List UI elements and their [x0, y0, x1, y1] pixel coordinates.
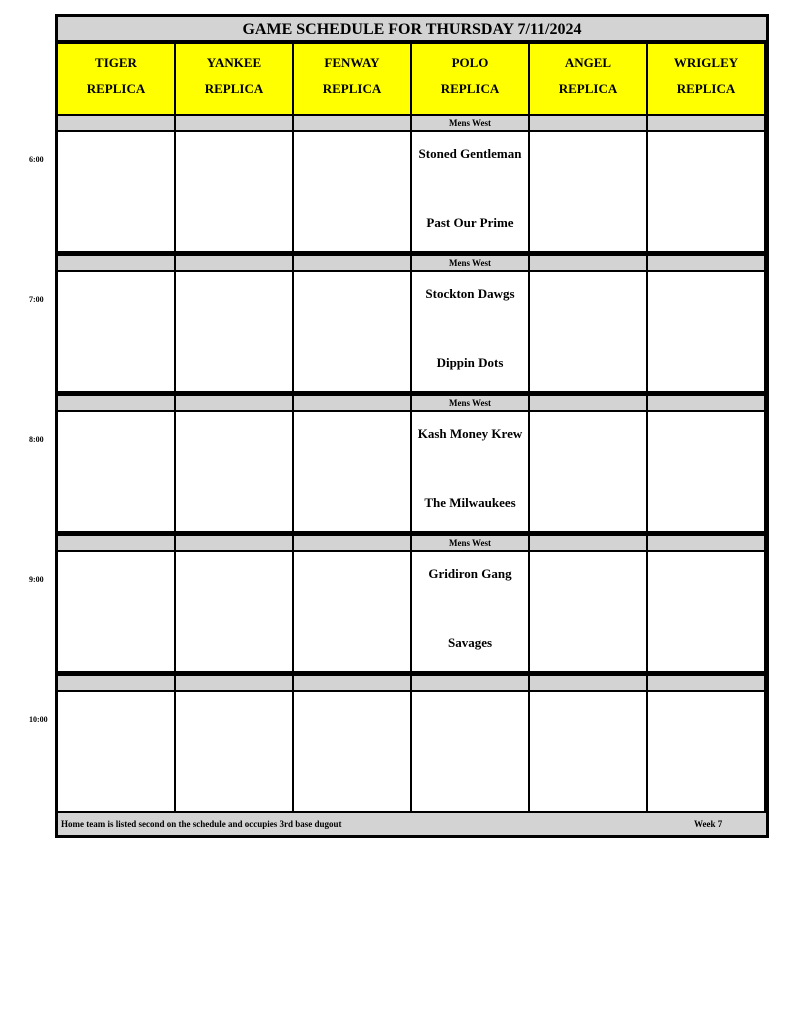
division-band [412, 676, 528, 690]
game-slot [412, 132, 528, 251]
game-slot [294, 272, 410, 391]
game-slot [530, 412, 646, 531]
game-slot [648, 552, 764, 671]
field-header-fenway [294, 44, 410, 114]
time-label: 6:00 [29, 155, 44, 164]
game-slot [412, 412, 528, 531]
field-subtitle: REPLICA [558, 81, 618, 96]
game-slot [294, 692, 410, 811]
division-band [648, 676, 764, 690]
field-name: TIGER [95, 55, 137, 70]
game-slot [412, 692, 528, 811]
game-slot [58, 132, 174, 251]
game-slot [648, 692, 764, 811]
division-band [176, 256, 292, 270]
division-band: Mens West [412, 116, 528, 130]
time-label: 10:00 [29, 715, 48, 724]
game-slot [648, 132, 764, 251]
game-slot [176, 412, 292, 531]
home-team: Past Our Prime [426, 215, 514, 230]
game-slot [294, 552, 410, 671]
field-subtitle: REPLICA [322, 81, 382, 96]
game-slot [176, 692, 292, 811]
home-team: Dippin Dots [436, 355, 504, 370]
division-band [58, 256, 174, 270]
division-band: Mens West [412, 396, 528, 410]
field-name: WRIGLEY [673, 55, 739, 70]
game-slot [176, 272, 292, 391]
field-name: POLO [451, 55, 489, 70]
game-slot [58, 692, 174, 811]
division-band [176, 536, 292, 550]
game-slot [412, 552, 528, 671]
division-band [530, 536, 646, 550]
game-slot [58, 552, 174, 671]
division-band [294, 536, 410, 550]
schedule-table [55, 14, 769, 838]
game-slot [58, 412, 174, 531]
week-label: Week 7 [694, 819, 723, 829]
game-slot [176, 552, 292, 671]
field-header-tiger [58, 44, 174, 114]
away-team: Stockton Dawgs [425, 286, 515, 301]
field-subtitle: REPLICA [204, 81, 264, 96]
game-slot [530, 272, 646, 391]
division-band [294, 676, 410, 690]
division-band [176, 396, 292, 410]
away-team: Kash Money Krew [417, 426, 523, 441]
game-slot [176, 132, 292, 251]
division-band [648, 256, 764, 270]
game-slot [294, 132, 410, 251]
field-subtitle: REPLICA [86, 81, 146, 96]
division-band: Mens West [412, 536, 528, 550]
division-band [176, 116, 292, 130]
time-label: 8:00 [29, 435, 44, 444]
game-slot [58, 272, 174, 391]
game-slot [648, 272, 764, 391]
division-band [648, 116, 764, 130]
division-band [58, 396, 174, 410]
division-band [530, 676, 646, 690]
field-name: YANKEE [206, 55, 262, 70]
schedule-title: GAME SCHEDULE FOR THURSDAY 7/11/2024 [58, 17, 766, 42]
division-band [294, 116, 410, 130]
division-band [294, 256, 410, 270]
division-band [176, 676, 292, 690]
game-slot [412, 272, 528, 391]
division-band [648, 536, 764, 550]
division-band [530, 116, 646, 130]
division-band [58, 676, 174, 690]
game-slot [648, 412, 764, 531]
away-team: Gridiron Gang [428, 566, 512, 581]
away-team: Stoned Gentleman [418, 146, 522, 161]
footer-note: Home team is listed second on the schedule and occupies 3rd base dugout [61, 819, 342, 829]
field-header-angel [530, 44, 646, 114]
division-band [58, 116, 174, 130]
division-band [530, 256, 646, 270]
game-slot [530, 692, 646, 811]
division-band [58, 536, 174, 550]
home-team: Savages [447, 635, 493, 650]
division-band [648, 396, 764, 410]
field-header-yankee [176, 44, 292, 114]
game-slot [530, 132, 646, 251]
field-name: FENWAY [324, 55, 380, 70]
game-slot [530, 552, 646, 671]
field-subtitle: REPLICA [440, 81, 500, 96]
schedule-footer [58, 813, 766, 835]
division-band [530, 396, 646, 410]
field-header-polo [412, 44, 528, 114]
time-label: 9:00 [29, 575, 44, 584]
home-team: The Milwaukees [424, 495, 516, 510]
game-slot [294, 412, 410, 531]
field-subtitle: REPLICA [676, 81, 736, 96]
division-band: Mens West [412, 256, 528, 270]
division-band [294, 396, 410, 410]
time-label: 7:00 [29, 295, 44, 304]
field-header-wrigley [648, 44, 764, 114]
field-name: ANGEL [564, 55, 612, 70]
